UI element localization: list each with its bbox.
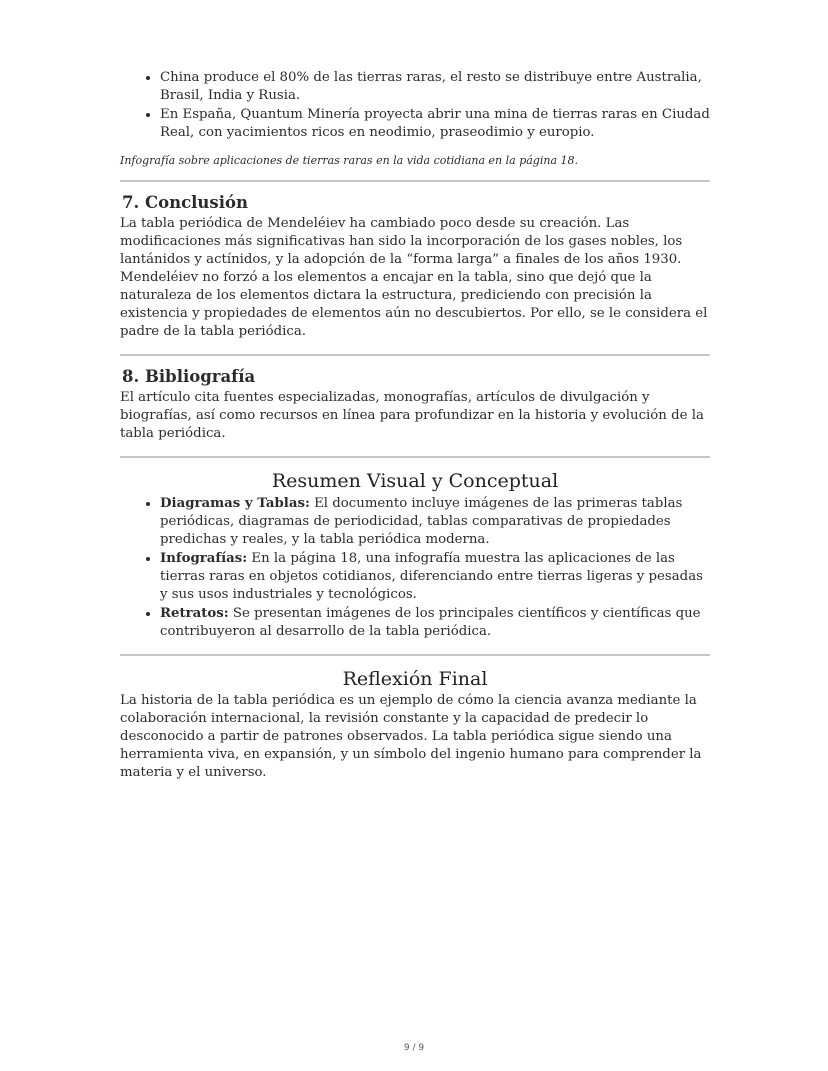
list-item — [160, 494, 710, 549]
section-divider — [120, 354, 710, 356]
page-content — [120, 68, 710, 782]
list-item-text: El documento incluye imágenes de las primeras tablas periódicas, diagramas de periodicidad, tablas comparativas de propiedades predichas y reales, y la tabla periódica moderna. — [160, 496, 683, 547]
section-divider — [120, 654, 710, 656]
list-item-text: En la página 18, una infografía muestra las aplicaciones de las tierras raras en objetos cotidianos, diferenciando entre tierras ligeras y pesadas y sus usos industriales y tecnológicos. — [160, 551, 703, 602]
conclusion-heading: 7. Conclusión — [122, 193, 248, 212]
list-item-label: Retratos: — [160, 606, 229, 621]
list-item — [160, 604, 710, 641]
bibliography-text: El artículo cita fuentes especializadas, monografías, artículos de divulgación y biografías, así como recursos en línea para profundizar en la historia y evolución de la tabla periódica. — [120, 390, 704, 441]
list-item-label: Diagramas y Tablas: — [160, 496, 310, 511]
summary-heading: Resumen Visual y Conceptual — [271, 470, 559, 492]
list-item: • China produce el 80% de las tierras raras, el resto se distribuye entre Australia, Brasil, India y Rusia. — [160, 68, 710, 105]
list-item: • En España, Quantum Minería proyecta abrir una mina de tierras raras en Ciudad Real, con yacimientos ricos en neodimio, praseodimio y europio. — [160, 105, 710, 142]
page-number: 9 / 9 — [403, 1043, 425, 1053]
reflection-text: La historia de la tabla periódica es un ejemplo de cómo la ciencia avanza mediante la colaboración internacional, la revisión constante y la capacidad de predecir lo desconocido a partir de patrones observados. La tabla periódica sigue siendo una herramienta viva, en expansión, y un símbolo del ingenio humano para comprender la materia y el universo. — [120, 693, 702, 780]
list-item-label: Infografías: — [160, 551, 248, 566]
bibliography-heading: 8. Bibliografía — [122, 367, 256, 386]
conclusion-text: La tabla periódica de Mendeléiev ha cambiado poco desde su creación. Las modificaciones más significativas han sido la incorporación de los gases nobles, los lantánidos y actínidos, y la adopción de la “forma larga” a finales de los años 1930. Mendeléiev no forzó a los elementos a encajar en la tabla, sino que dejó que la naturaleza de los elementos dictara la estructura, prediciendo con precisión la existencia y propiedades de elementos aún no descubiertos. Por ello, se le considera el padre de la tabla periódica. — [120, 216, 708, 339]
summary-list — [120, 494, 710, 641]
list-item — [160, 549, 710, 604]
infographic-caption: Infografía sobre aplicaciones de tierras raras en la vida cotidiana en la página 18. — [120, 154, 579, 167]
list-item-text: Se presentan imágenes de los principales científicos y científicas que contribuyeron al desarrollo de la tabla periódica. — [160, 606, 701, 639]
section-divider — [120, 456, 710, 458]
section-divider — [120, 180, 710, 182]
rare-earths-bullet-list — [120, 68, 710, 142]
reflection-heading: Reflexión Final — [342, 668, 488, 690]
